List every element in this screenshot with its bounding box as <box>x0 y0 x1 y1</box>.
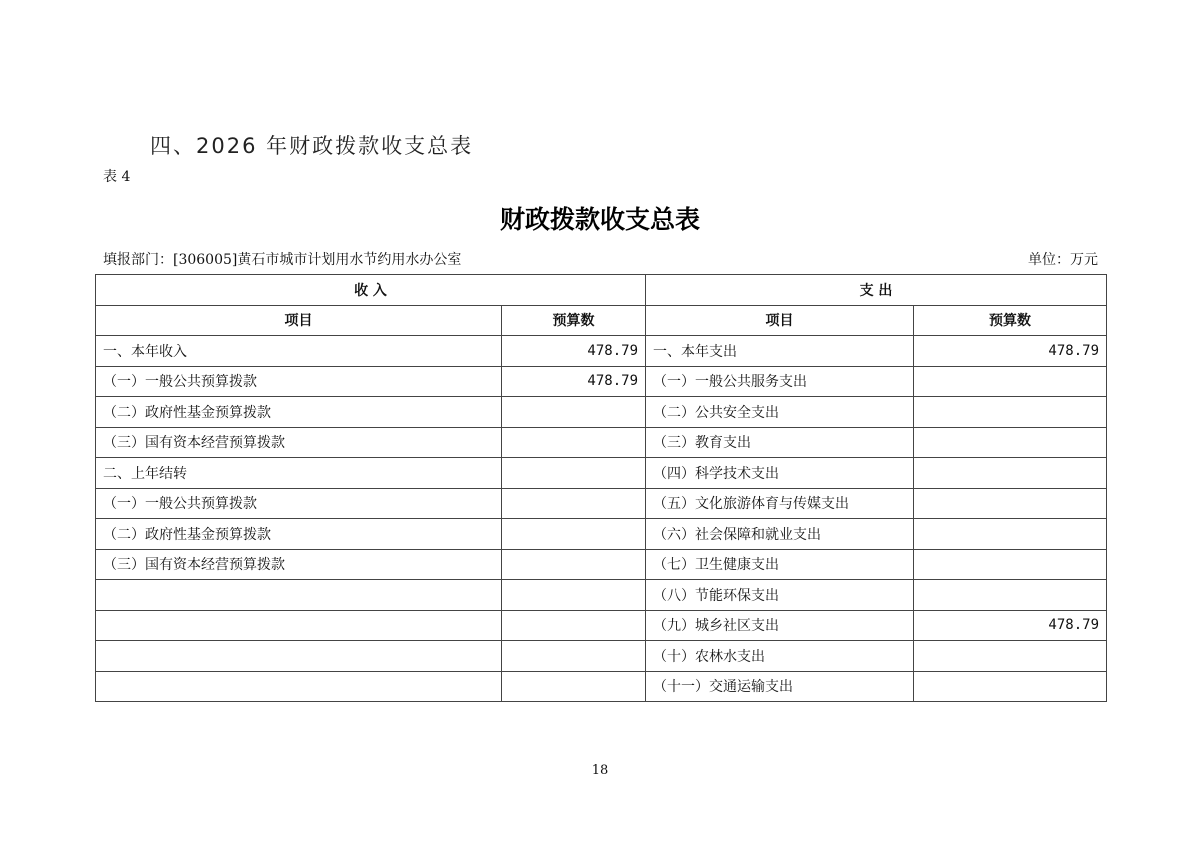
expense-amount-header: 预算数 <box>914 305 1107 336</box>
expense-amount-cell: 478.79 <box>914 610 1107 641</box>
filler-info-row <box>103 249 1098 269</box>
table-row <box>96 366 1107 397</box>
income-amount-cell <box>502 580 646 611</box>
expense-item-cell: （十）农林水支出 <box>646 641 914 672</box>
expense-item-cell: （七）卫生健康支出 <box>646 549 914 580</box>
expense-amount-cell <box>914 366 1107 397</box>
income-amount-cell <box>502 397 646 428</box>
column-header-row <box>96 305 1107 336</box>
table-row <box>96 610 1107 641</box>
expense-amount-cell <box>914 397 1107 428</box>
expense-item-cell: （五）文化旅游体育与传媒支出 <box>646 488 914 519</box>
table-row <box>96 427 1107 458</box>
table-row <box>96 336 1107 367</box>
expense-amount-cell <box>914 580 1107 611</box>
table-row <box>96 488 1107 519</box>
expense-item-cell: （二）公共安全支出 <box>646 397 914 428</box>
expense-amount-cell <box>914 488 1107 519</box>
income-amount-cell <box>502 671 646 702</box>
table-row <box>96 671 1107 702</box>
table-row <box>96 549 1107 580</box>
table-row <box>96 580 1107 611</box>
expense-item-cell: （四）科学技术支出 <box>646 458 914 489</box>
expense-item-cell: （三）教育支出 <box>646 427 914 458</box>
expense-amount-cell <box>914 671 1107 702</box>
income-item-cell: （三）国有资本经营预算拨款 <box>96 549 502 580</box>
expense-item-cell: （一）一般公共服务支出 <box>646 366 914 397</box>
table-body <box>96 336 1107 702</box>
income-item-cell: （一）一般公共预算拨款 <box>96 488 502 519</box>
expense-amount-cell <box>914 519 1107 550</box>
expense-amount-cell <box>914 641 1107 672</box>
income-group-header: 收 入 <box>96 275 646 306</box>
expense-item-cell: 一、本年支出 <box>646 336 914 367</box>
income-amount-cell <box>502 610 646 641</box>
income-item-header: 项目 <box>96 305 502 336</box>
expense-item-cell: （八）节能环保支出 <box>646 580 914 611</box>
expense-amount-cell: 478.79 <box>914 336 1107 367</box>
income-amount-cell <box>502 549 646 580</box>
unit-label: 单位：万元 <box>1028 252 1098 268</box>
table-number: 表 4 <box>103 169 131 185</box>
income-item-cell <box>96 580 502 611</box>
income-item-cell: （二）政府性基金预算拨款 <box>96 519 502 550</box>
filler-department: 填报部门：[306005]黄石市城市计划用水节约用水办公室 <box>103 252 462 268</box>
expense-amount-cell <box>914 427 1107 458</box>
table-row <box>96 519 1107 550</box>
table-row <box>96 458 1107 489</box>
expense-item-cell: （十一）交通运输支出 <box>646 671 914 702</box>
table-row <box>96 641 1107 672</box>
income-item-cell <box>96 610 502 641</box>
income-item-cell: 一、本年收入 <box>96 336 502 367</box>
income-amount-cell <box>502 458 646 489</box>
page-number: 18 <box>591 763 609 778</box>
table-row <box>96 397 1107 428</box>
income-item-cell <box>96 641 502 672</box>
income-item-cell: （三）国有资本经营预算拨款 <box>96 427 502 458</box>
income-item-cell <box>96 671 502 702</box>
income-amount-header: 预算数 <box>502 305 646 336</box>
expense-item-header: 项目 <box>646 305 914 336</box>
expense-item-cell: （六）社会保障和就业支出 <box>646 519 914 550</box>
document-title: 财政拨款收支总表 <box>499 205 700 234</box>
income-amount-cell: 478.79 <box>502 366 646 397</box>
income-item-cell: （二）政府性基金预算拨款 <box>96 397 502 428</box>
income-amount-cell <box>502 519 646 550</box>
income-item-cell: （一）一般公共预算拨款 <box>96 366 502 397</box>
expense-amount-cell <box>914 549 1107 580</box>
group-header-row <box>96 275 1107 306</box>
income-amount-cell: 478.79 <box>502 336 646 367</box>
budget-summary-table <box>95 274 1107 702</box>
income-item-cell: 二、上年结转 <box>96 458 502 489</box>
income-amount-cell <box>502 641 646 672</box>
expense-group-header: 支 出 <box>646 275 1107 306</box>
section-heading: 四、2026 年财政拨款收支总表 <box>150 134 474 158</box>
income-amount-cell <box>502 427 646 458</box>
expense-amount-cell <box>914 458 1107 489</box>
expense-item-cell: （九）城乡社区支出 <box>646 610 914 641</box>
income-amount-cell <box>502 488 646 519</box>
